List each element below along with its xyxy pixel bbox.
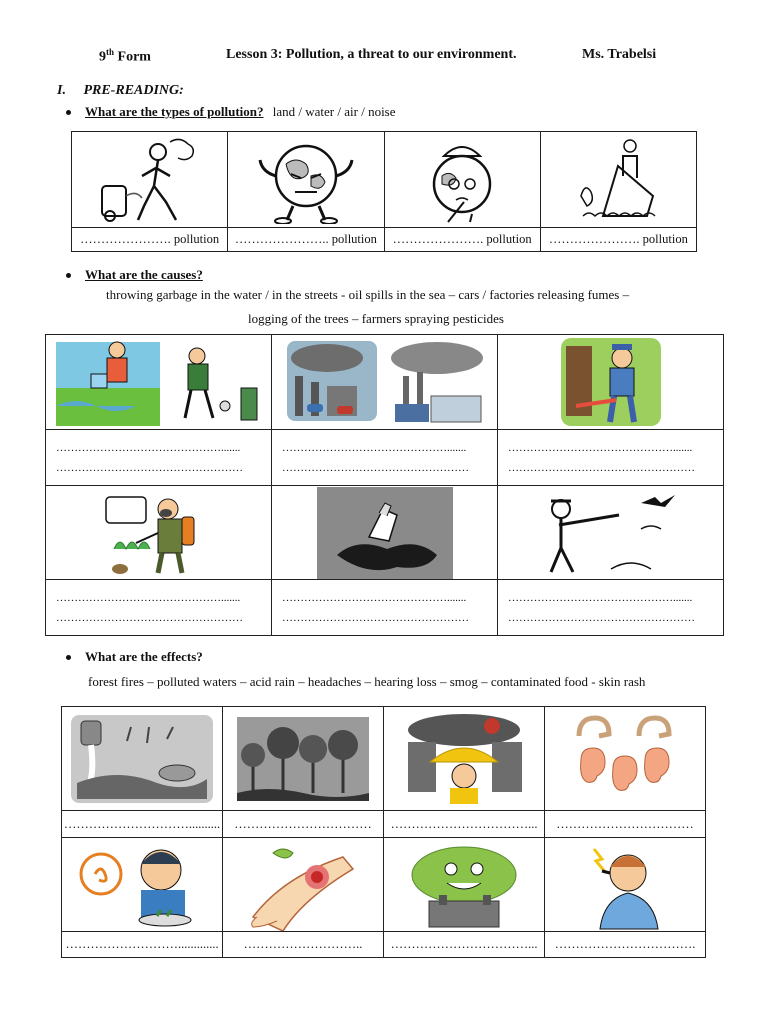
types-table bbox=[71, 131, 697, 252]
effects-image-cell bbox=[62, 707, 223, 811]
causes-blank[interactable]: ………………………………………....... …………………………………………… bbox=[46, 430, 272, 486]
effects-image-cell bbox=[223, 707, 384, 811]
smog-monster-icon bbox=[399, 839, 529, 931]
acid-rain-icon bbox=[400, 712, 528, 806]
bullet-icon bbox=[66, 273, 71, 278]
effects-blank[interactable]: ……………………………... bbox=[384, 932, 545, 958]
effects-image-cell bbox=[384, 838, 545, 932]
effects-blank[interactable]: ……………………………. bbox=[545, 932, 706, 958]
effects-image-cell bbox=[62, 838, 223, 932]
causes-blank[interactable]: ………………………………………....... …………………………………………… bbox=[46, 580, 272, 636]
oil-spill-icon bbox=[317, 487, 453, 579]
types-options: land / water / air / noise bbox=[272, 104, 396, 119]
types-image-cell bbox=[228, 132, 384, 228]
effects-image-cell bbox=[545, 707, 706, 811]
causes-image-cell bbox=[272, 486, 498, 580]
section-heading: I. PRE-READING: bbox=[57, 83, 184, 98]
effects-image-cell bbox=[545, 838, 706, 932]
effects-table bbox=[61, 706, 706, 958]
types-blank[interactable]: …………………. pollution bbox=[384, 228, 540, 252]
effects-blank[interactable]: ………………………............. bbox=[62, 932, 223, 958]
hunter-icon bbox=[521, 489, 701, 577]
types-image-cell bbox=[72, 132, 228, 228]
teacher-name: Ms. Trabelsi bbox=[582, 47, 657, 62]
effects-options: forest fires – polluted waters – acid rain – headaches – hearing loss – smog – contaminated food - skin rash bbox=[88, 674, 646, 689]
logging-icon bbox=[556, 336, 666, 428]
causes-question: What are the causes? bbox=[66, 267, 203, 283]
effects-question: What are the effects? bbox=[66, 649, 203, 665]
types-question: What are the types of pollution? land / water / air / noise bbox=[66, 104, 396, 120]
worksheet-header bbox=[0, 47, 768, 67]
effects-blank[interactable]: …………………………… bbox=[545, 811, 706, 838]
types-image-cell bbox=[540, 132, 696, 228]
form-label: 9th Form bbox=[99, 47, 151, 65]
effects-blank[interactable]: ………………………….......... bbox=[62, 811, 223, 838]
causes-image-cell bbox=[46, 486, 272, 580]
bullet-icon bbox=[66, 655, 71, 660]
effects-blank[interactable]: …………………………… bbox=[223, 811, 384, 838]
causes-blank[interactable]: ………………………………………....... …………………………………………… bbox=[272, 580, 498, 636]
types-blank[interactable]: …………………. pollution bbox=[72, 228, 228, 252]
pesticide-spraying-icon bbox=[104, 489, 214, 577]
causes-options-line1: throwing garbage in the water / in the streets - oil spills in the sea – cars / factories releasing fumes – bbox=[106, 287, 630, 302]
forest-fire-icon bbox=[233, 713, 373, 805]
bullet-icon bbox=[66, 110, 71, 115]
sinking-ship-icon bbox=[563, 136, 673, 224]
headache-icon bbox=[570, 839, 680, 931]
factory-smoke-icon bbox=[277, 336, 492, 428]
polluted-water-icon bbox=[67, 713, 217, 805]
effects-blank[interactable]: ……………………….. bbox=[223, 932, 384, 958]
effects-image-cell bbox=[384, 707, 545, 811]
runner-smoke-icon bbox=[100, 136, 200, 224]
types-image-cell bbox=[384, 132, 540, 228]
contaminated-food-icon bbox=[77, 840, 207, 930]
causes-options-line2: logging of the trees – farmers spraying pesticides bbox=[248, 311, 504, 326]
causes-blank[interactable]: ………………………………………....... …………………………………………… bbox=[498, 430, 724, 486]
effects-blank[interactable]: ……………………………... bbox=[384, 811, 545, 838]
causes-image-cell bbox=[46, 335, 272, 430]
angry-earth-icon bbox=[251, 136, 361, 224]
effects-image-cell bbox=[223, 838, 384, 932]
causes-image-cell bbox=[498, 335, 724, 430]
causes-table bbox=[45, 334, 724, 636]
garbage-throwing-icon bbox=[51, 336, 266, 428]
causes-image-cell bbox=[272, 335, 498, 430]
types-blank[interactable]: ………………….. pollution bbox=[228, 228, 384, 252]
sick-earth-icon bbox=[412, 136, 512, 224]
ears-hearing-aid-icon bbox=[565, 712, 685, 806]
causes-blank[interactable]: ………………………………………....... …………………………………………… bbox=[498, 580, 724, 636]
skin-rash-icon bbox=[243, 839, 363, 931]
causes-image-cell bbox=[498, 486, 724, 580]
lesson-title: Lesson 3: Pollution, a threat to our environment. bbox=[226, 47, 517, 62]
causes-blank[interactable]: ………………………………………....... …………………………………………… bbox=[272, 430, 498, 486]
types-blank[interactable]: …………………. pollution bbox=[540, 228, 696, 252]
